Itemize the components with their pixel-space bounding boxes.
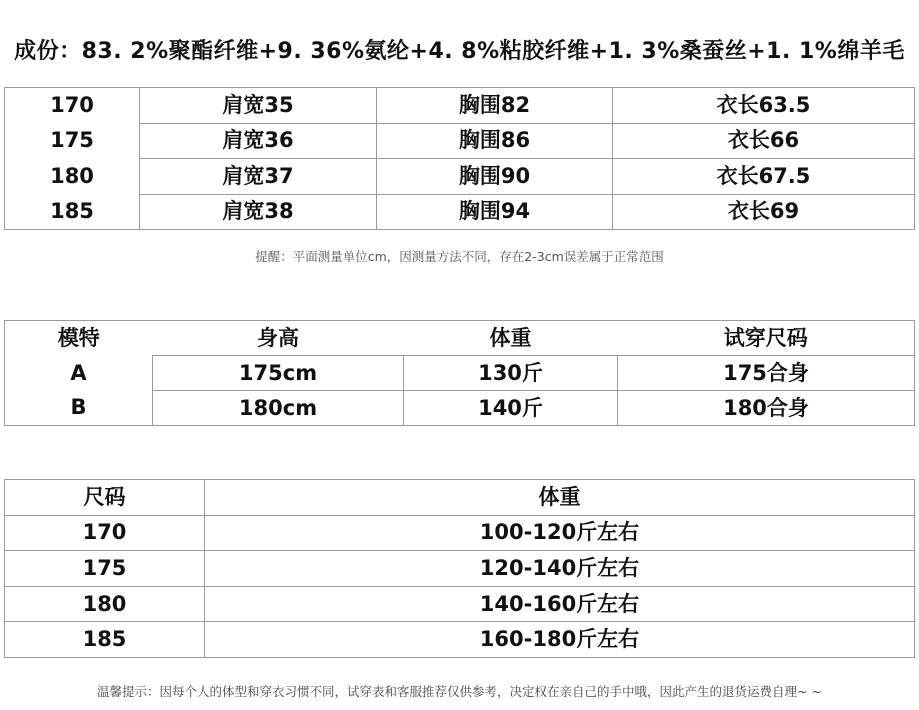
model-cell: B <box>5 391 153 426</box>
chest-cell: 胸围86 <box>377 123 613 159</box>
measurement-note: 提醒：平面测量单位cm，因测量方法不同，存在2-3cm误差属于正常范围 <box>255 249 664 264</box>
header-trial-size: 试穿尺码 <box>618 321 915 356</box>
length-cell: 衣长67.5 <box>613 159 915 195</box>
table-row <box>5 391 915 426</box>
weight-range-cell: 140-160斤左右 <box>205 586 915 622</box>
table-header-row <box>5 321 915 356</box>
header-height: 身高 <box>153 321 404 356</box>
warm-tip-note: 温馨提示：因每个人的体型和穿衣习惯不同，试穿表和客服推荐仅供参考，决定权在亲自己的手中哦，因此产生的退货运费自理~ ~ <box>97 684 822 699</box>
table-header-row <box>5 480 915 516</box>
header-weight: 体重 <box>404 321 618 356</box>
size-weight-table <box>4 479 915 658</box>
weight-range-cell: 120-140斤左右 <box>205 551 915 587</box>
size-cell: 170 <box>5 515 205 551</box>
weight-cell: 130斤 <box>404 356 618 391</box>
length-cell: 衣长63.5 <box>613 88 915 124</box>
model-table <box>4 320 915 426</box>
chest-cell: 胸围82 <box>377 88 613 124</box>
size-cell: 170 <box>5 88 140 124</box>
table-row <box>5 551 915 587</box>
table-row <box>5 515 915 551</box>
header-size: 尺码 <box>5 480 205 516</box>
height-cell: 175cm <box>153 356 404 391</box>
composition-text: 成份：83. 2%聚酯纤维+9. 36%氨纶+4. 8%粘胶纤维+1. 3%桑蚕丝+1. 1%绵羊毛 <box>14 39 905 64</box>
table-row <box>5 88 915 124</box>
table-row <box>5 586 915 622</box>
size-cell: 180 <box>5 586 205 622</box>
table-row <box>5 194 915 230</box>
measurement-table <box>4 87 915 230</box>
shoulder-cell: 肩宽38 <box>140 194 377 230</box>
chest-cell: 胸围90 <box>377 159 613 195</box>
shoulder-cell: 肩宽36 <box>140 123 377 159</box>
size-cell: 175 <box>5 123 140 159</box>
model-cell: A <box>5 356 153 391</box>
header-model: 模特 <box>5 321 153 356</box>
weight-range-cell: 100-120斤左右 <box>205 515 915 551</box>
weight-cell: 140斤 <box>404 391 618 426</box>
length-cell: 衣长69 <box>613 194 915 230</box>
height-cell: 180cm <box>153 391 404 426</box>
weight-range-cell: 160-180斤左右 <box>205 622 915 658</box>
length-cell: 衣长66 <box>613 123 915 159</box>
size-cell: 185 <box>5 194 140 230</box>
shoulder-cell: 肩宽35 <box>140 88 377 124</box>
size-cell: 175 <box>5 551 205 587</box>
header-weight: 体重 <box>205 480 915 516</box>
size-cell: 185 <box>5 622 205 658</box>
shoulder-cell: 肩宽37 <box>140 159 377 195</box>
table-row <box>5 159 915 195</box>
chest-cell: 胸围94 <box>377 194 613 230</box>
trial-size-cell: 180合身 <box>618 391 915 426</box>
size-cell: 180 <box>5 159 140 195</box>
table-row <box>5 622 915 658</box>
table-row <box>5 123 915 159</box>
trial-size-cell: 175合身 <box>618 356 915 391</box>
table-row <box>5 356 915 391</box>
